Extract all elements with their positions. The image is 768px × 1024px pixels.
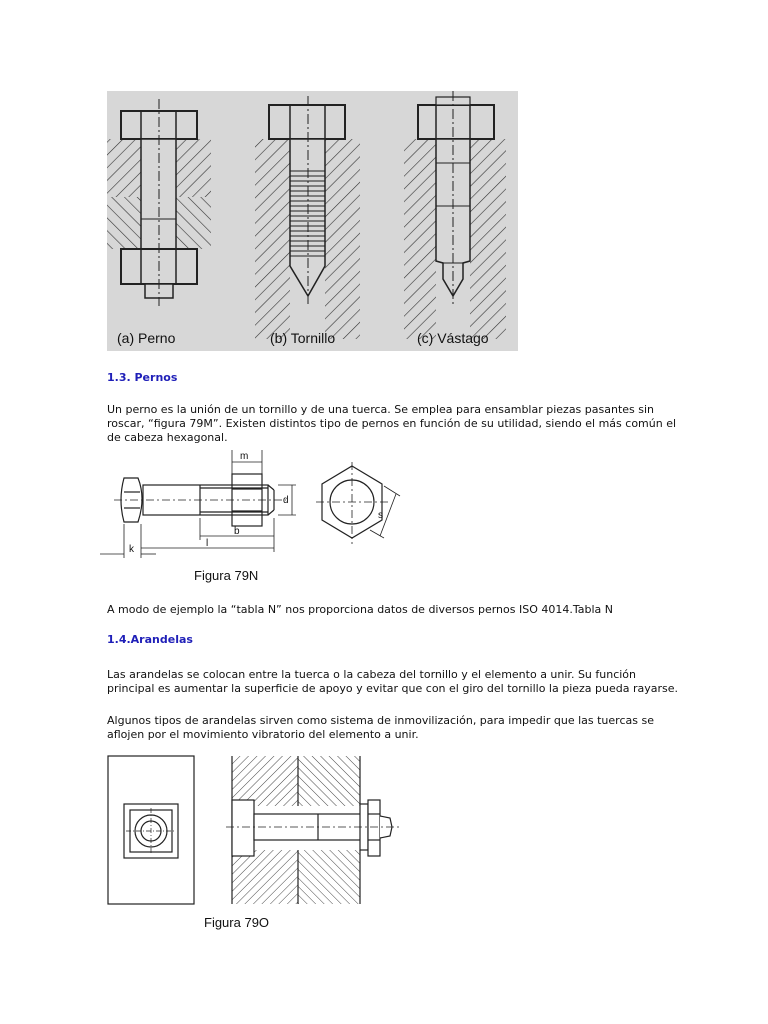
label-tornillo: (b) Tornillo xyxy=(270,330,336,346)
perno-drawing xyxy=(107,99,211,306)
arandelas-p2-line-1: Algunos tipos de arandelas sirven como sistema de inmovilización, para impedir que las tuercas se xyxy=(107,714,654,727)
pernos-paragraph xyxy=(107,403,687,445)
arandelas-p1-line-2: principal es aumentar la superficie de apoyo y evitar que con el giro del tornillo la pieza pueda rayarse. xyxy=(107,682,679,695)
dim-m: m xyxy=(240,451,249,462)
pernos-line-2: roscar, “figura 79M”. Existen distintos tipo de pernos en función de su utilidad, siendo el más común el xyxy=(107,417,677,430)
pernos-line-3: de cabeza hexagonal. xyxy=(107,431,228,444)
heading-arandelas: 1.4.Arandelas xyxy=(107,633,193,646)
figure-79m xyxy=(107,91,518,351)
pernos-line-1: Un perno es la unión de un tornillo y de una tuerca. Se emplea para ensamblar piezas pasantes sin xyxy=(107,403,655,416)
arandelas-paragraph-1 xyxy=(107,668,707,696)
dim-b: b xyxy=(234,526,240,537)
figure-79m-drawing xyxy=(107,91,518,351)
dim-s: s xyxy=(378,510,383,521)
dim-d: d xyxy=(283,495,289,506)
figure-79n-drawing xyxy=(96,448,416,564)
vastago-drawing xyxy=(404,91,506,339)
caption-79o: Figura 79O xyxy=(204,915,270,930)
caption-79n: Figura 79N xyxy=(194,568,259,583)
arandelas-p2-line-2: aflojen por el movimiento vibratorio del elemento a unir. xyxy=(107,728,419,741)
dim-k: k xyxy=(129,544,134,555)
dim-l: l xyxy=(206,538,209,549)
figure-79o-drawing xyxy=(106,754,406,908)
heading-pernos: 1.3. Pernos xyxy=(107,371,178,384)
arandelas-paragraph-2 xyxy=(107,714,707,742)
label-perno: (a) Perno xyxy=(117,330,176,346)
tornillo-drawing xyxy=(255,96,360,339)
label-vastago: (c) Vástago xyxy=(417,330,489,346)
example-line: A modo de ejemplo la “tabla N” nos proporciona datos de diversos pernos ISO 4014.Tabla N xyxy=(107,603,613,616)
arandelas-p1-line-1: Las arandelas se colocan entre la tuerca o la cabeza del tornillo y el elemento a unir. Su función xyxy=(107,668,637,681)
